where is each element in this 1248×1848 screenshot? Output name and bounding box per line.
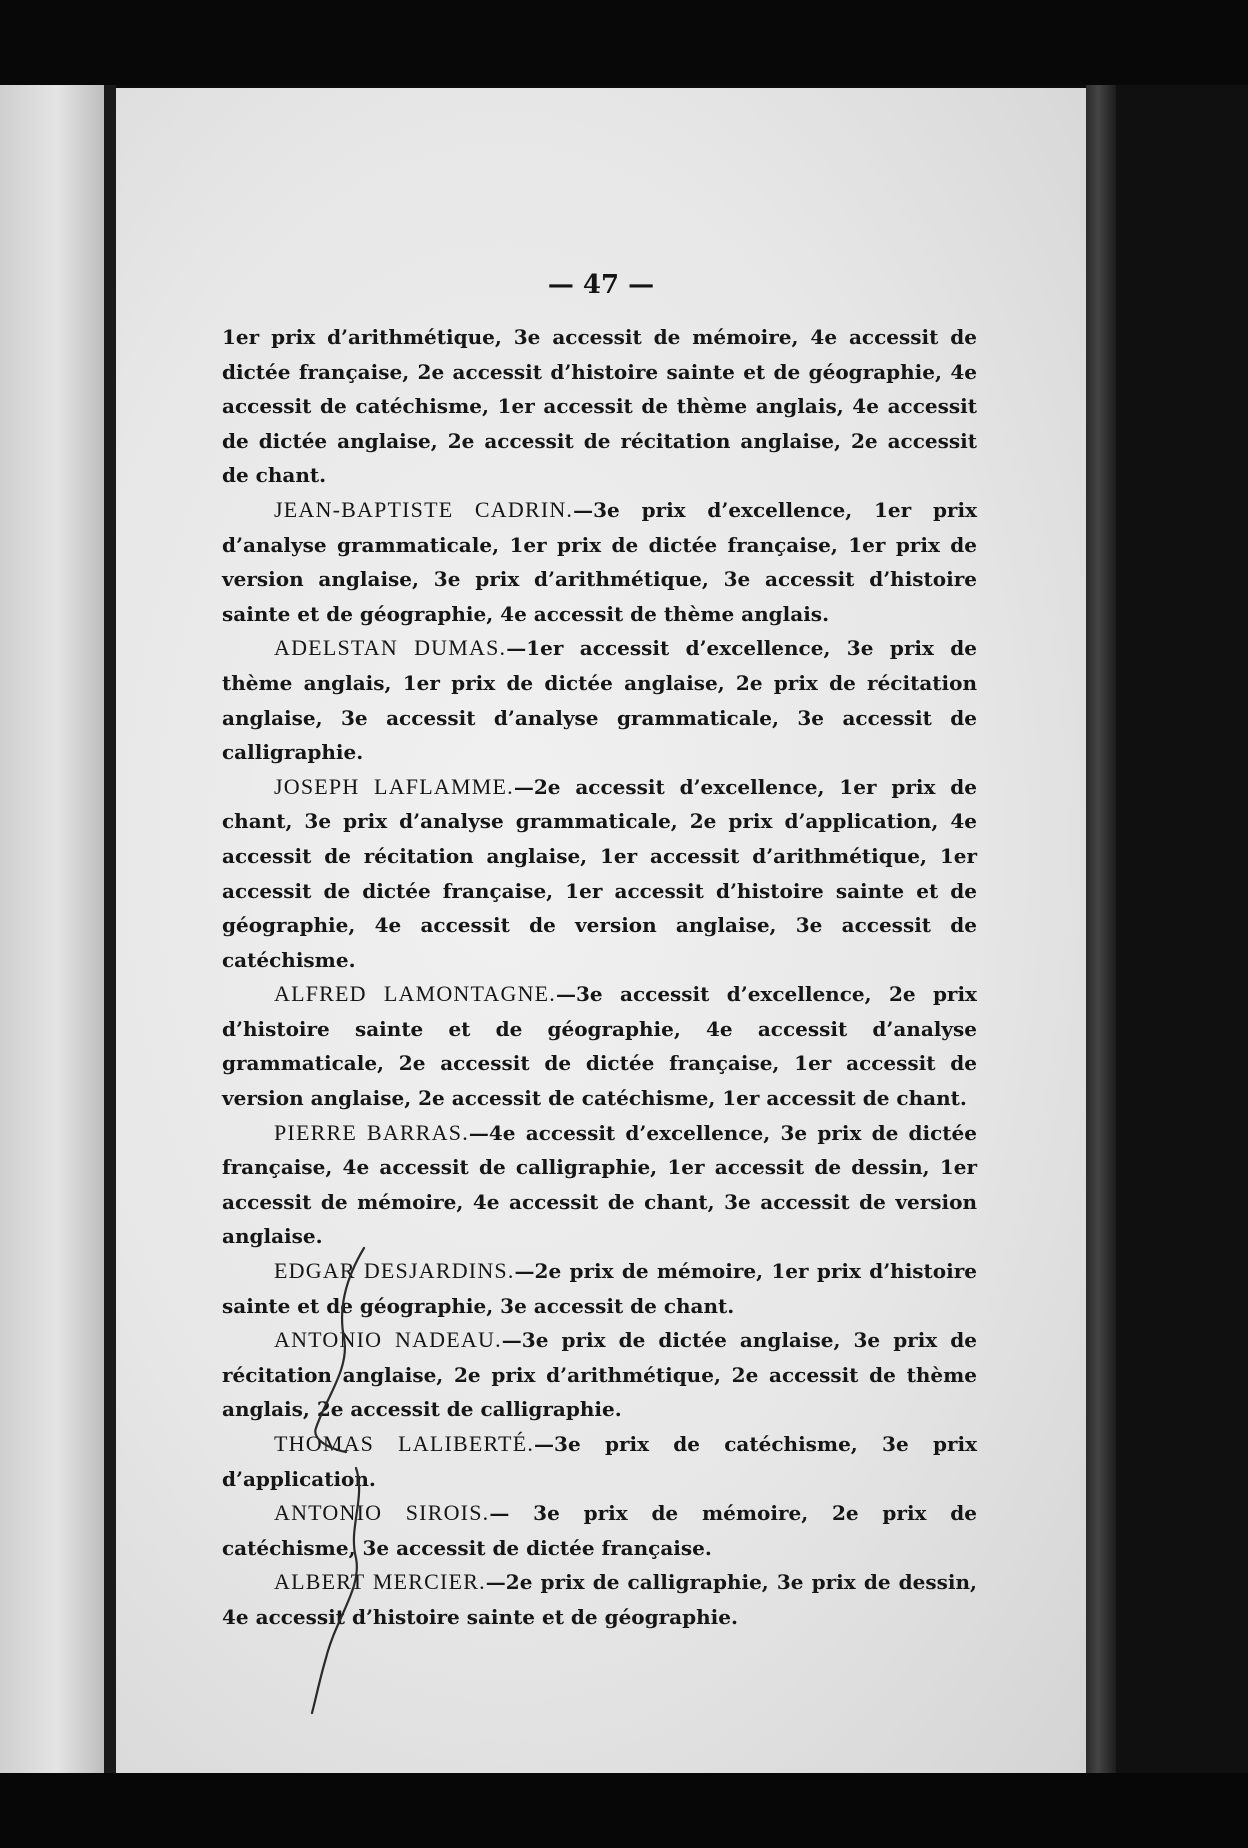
- prize-text: —2e prix de mémoire, 1er prix d’histoire sainte et de géographie, 3e accessit de chant.: [222, 1259, 977, 1318]
- prize-text: —2e prix de calligraphie, 3e prix de dessin, 4e accessit d’histoire sainte et de géographie.: [222, 1570, 977, 1629]
- student-entry: [222, 493, 977, 631]
- student-entry: [222, 977, 977, 1115]
- student-name: JEAN-BAPTISTE CADRIN.: [274, 496, 574, 522]
- prize-text: — 3e prix de mémoire, 2e prix de catéchisme, 3e accessit de dictée française.: [222, 1501, 977, 1560]
- book-gutter: [104, 85, 116, 1773]
- student-name: ANTONIO NADEAU.: [274, 1327, 502, 1353]
- prize-text: —4e accessit d’excellence, 3e prix de dictée française, 4e accessit de calligraphie, 1er accessit de dessin, 1er accessit de mémoire, 4e accessit de chant, 3e accessit de version anglaise.: [222, 1120, 977, 1249]
- prize-text: —3e prix de dictée anglaise, 3e prix de récitation anglaise, 2e prix d’arithmétique, 2e accessit de thème anglais, 2e accessit de calligraphie.: [222, 1328, 977, 1422]
- student-name: EDGAR DESJARDINS.: [274, 1258, 515, 1284]
- student-name: JOSEPH LAFLAMME.: [274, 773, 514, 799]
- student-entry: [222, 1116, 977, 1254]
- student-entry: [222, 770, 977, 978]
- page-stack-edge: [1086, 85, 1116, 1773]
- facing-page-edge: [0, 85, 104, 1773]
- prize-text: —2e accessit d’excellence, 1er prix de chant, 3e prix d’analyse grammaticale, 2e prix d’application, 4e accessit de récitation anglaise, 1er accessit d’arithmétique, 1er accessit de dictée française, 1er accessit d’histoire sainte et de géographie, 4e accessit de version anglaise, 3e accessit de catéchisme.: [222, 774, 977, 972]
- prize-text: —3e prix d’excellence, 1er prix d’analyse grammaticale, 1er prix de dictée française, 1er prix de version anglaise, 3e prix d’arithmétique, 3e accessit d’histoire sainte et de géographie, 4e accessit de thème anglais.: [222, 497, 977, 626]
- student-name: ADELSTAN DUMAS.: [274, 635, 507, 661]
- student-name: THOMAS LALIBERTÉ.: [274, 1431, 535, 1456]
- handwritten-pen-stroke: [286, 1238, 396, 1718]
- document-page: [116, 88, 1086, 1773]
- student-name: PIERRE BARRAS.: [274, 1119, 469, 1145]
- film-bottom-border: [0, 1773, 1248, 1848]
- page-number: — 47 —: [547, 270, 655, 300]
- film-top-border: [0, 0, 1248, 85]
- student-name: ANTONIO SIROIS.: [274, 1500, 490, 1526]
- prize-text: —3e accessit d’excellence, 2e prix d’histoire sainte et de géographie, 4e accessit d’analyse grammaticale, 2e accessit de dictée française, 1er accessit de version anglaise, 2e accessit de catéchisme, 1er accessit de chant.: [222, 982, 977, 1111]
- film-right-border: [1116, 85, 1248, 1773]
- student-name: ALBERT MERCIER.: [274, 1569, 486, 1595]
- continuation-paragraph: [222, 320, 977, 493]
- student-entry: [222, 631, 977, 769]
- prize-text: —3e prix de catéchisme, 3e prix d’application.: [222, 1432, 977, 1491]
- student-name: ALFRED LAMONTAGNE.: [274, 981, 556, 1007]
- paragraph-text: 1er prix d’arithmétique, 3e accessit de mémoire, 4e accessit de dictée française, 2e accessit d’histoire sainte et de géographie, 4e accessit de catéchisme, 1er accessit de thème anglais, 4e accessit de dictée anglaise, 2e accessit de récitation anglaise, 2e accessit de chant.: [222, 325, 977, 488]
- prize-text: —1er accessit d’excellence, 3e prix de thème anglais, 1er prix de dictée anglaise, 2e prix de récitation anglaise, 3e accessit d’analyse grammaticale, 3e accessit de calligraphie.: [222, 636, 977, 765]
